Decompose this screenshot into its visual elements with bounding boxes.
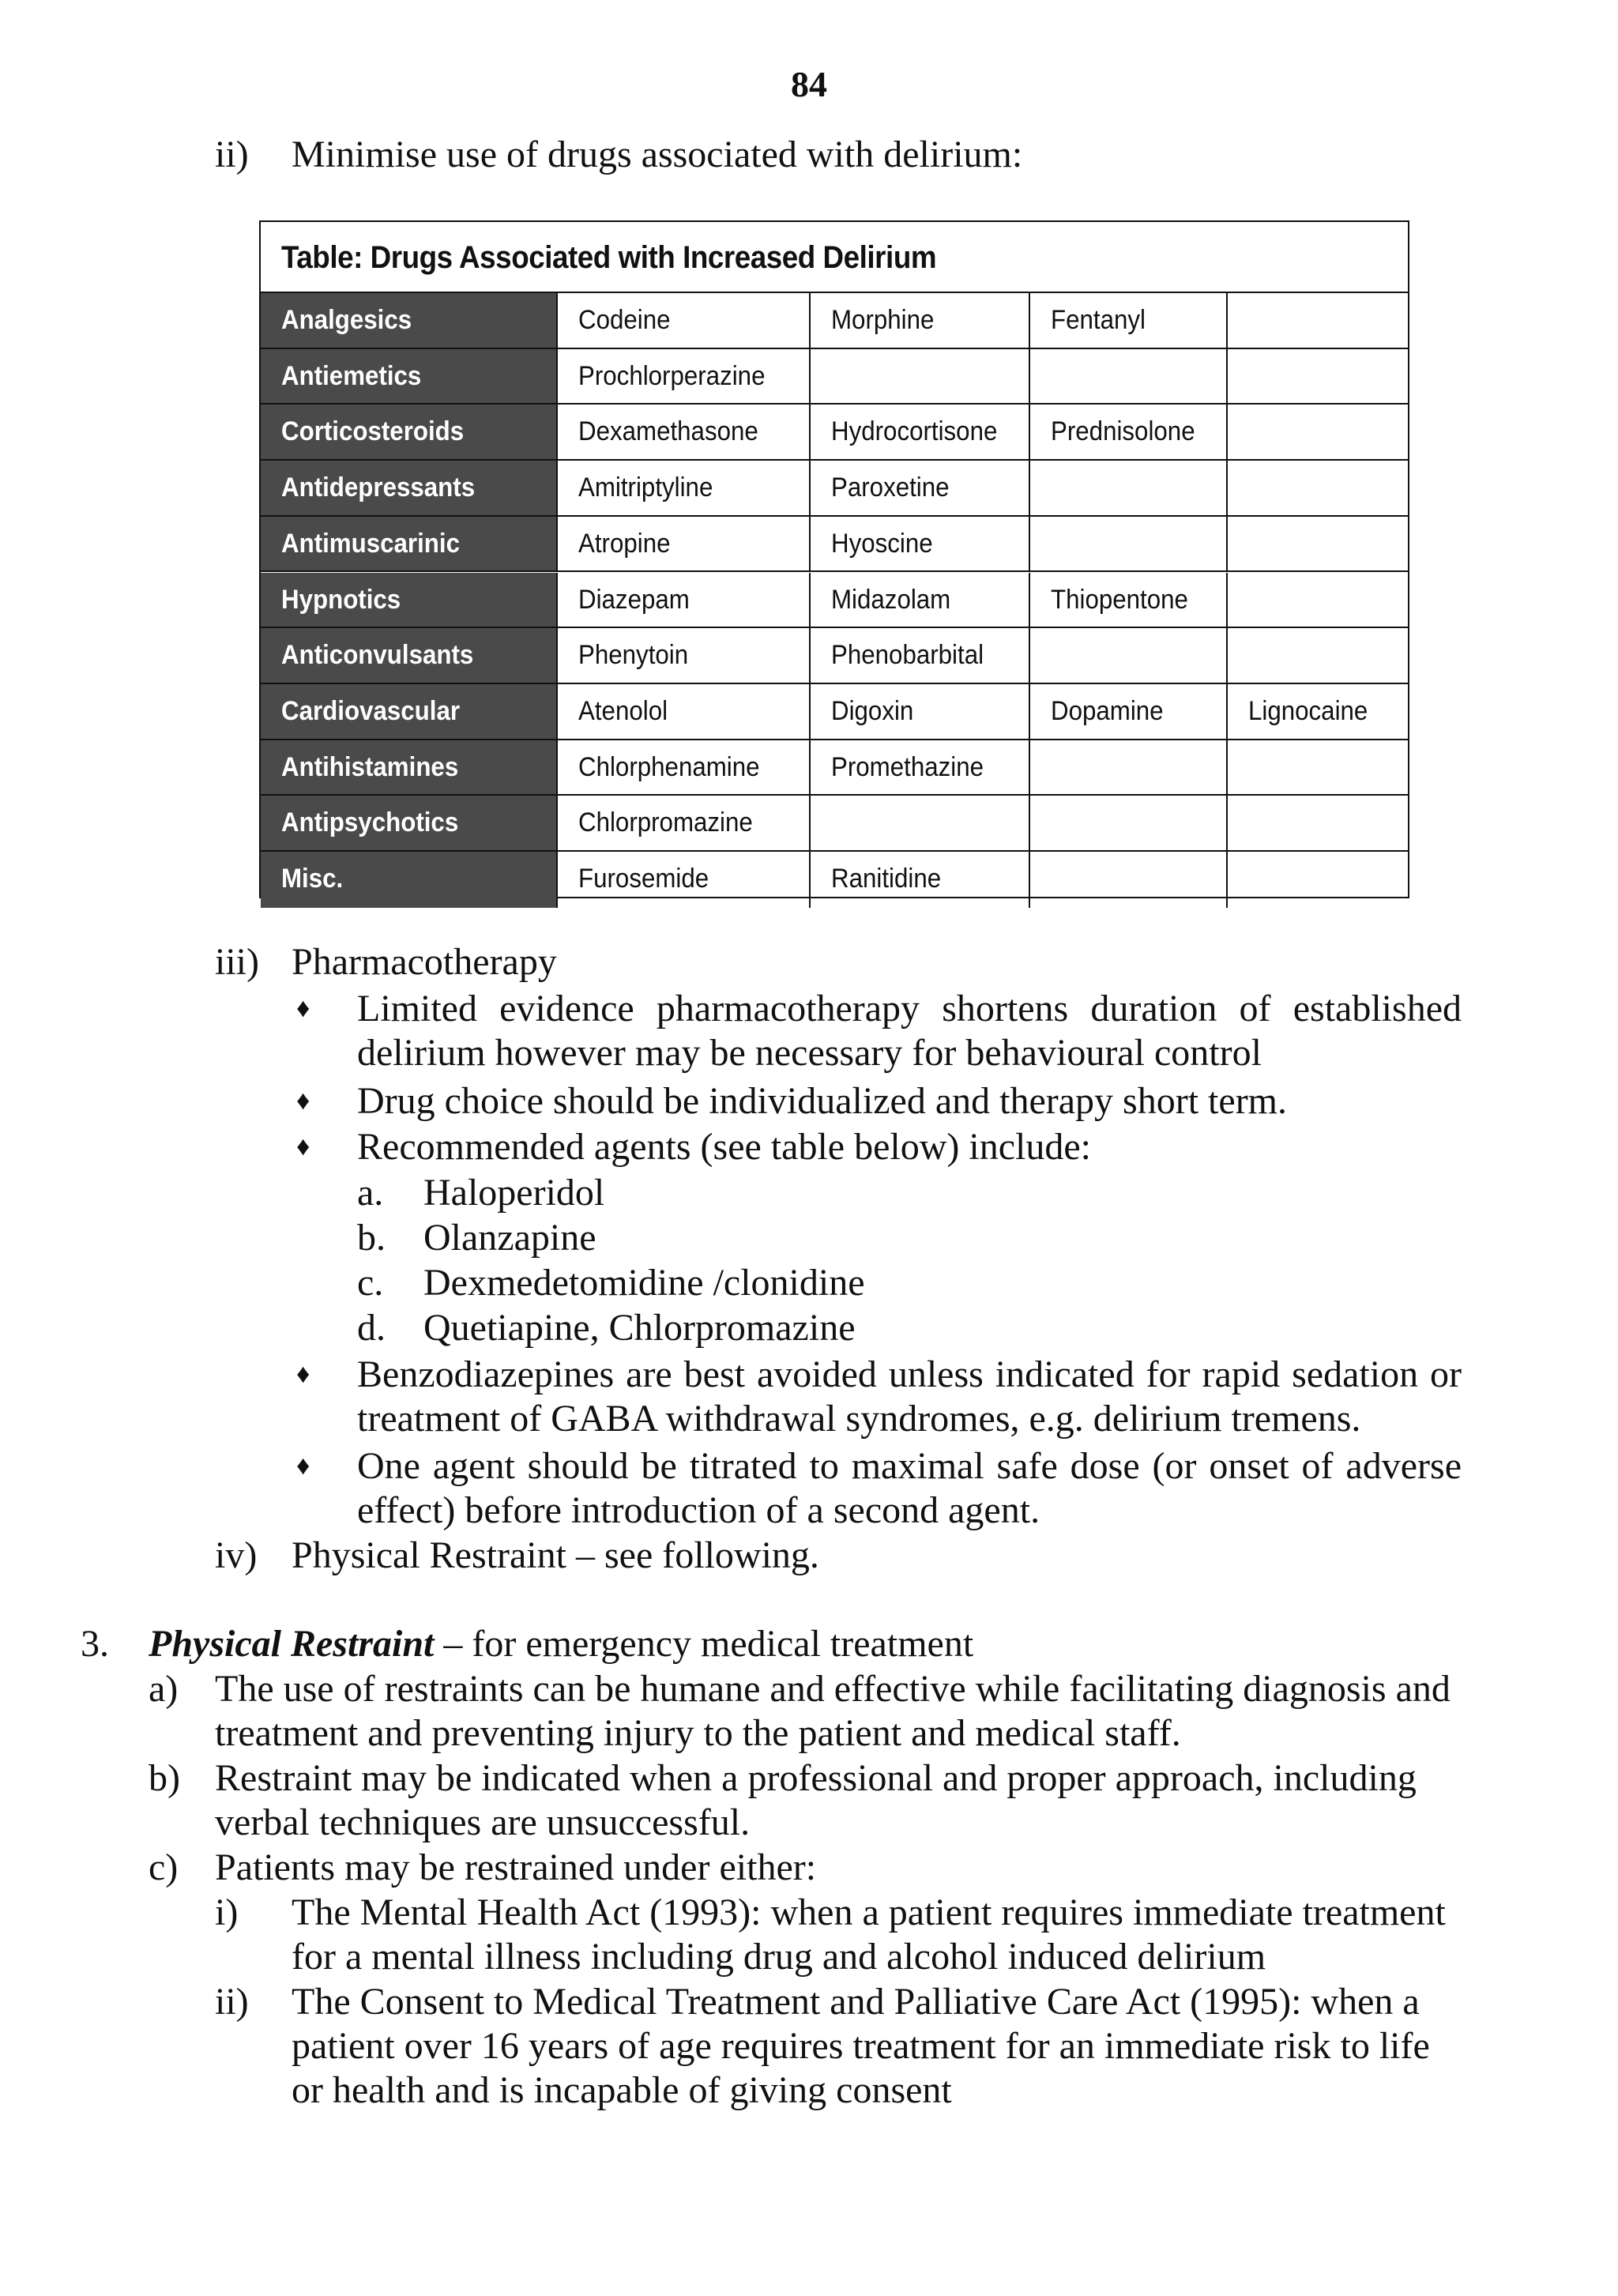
table-drug-cell: Fentanyl [1030,293,1228,348]
table-drug-cell: Phenobarbital [811,628,1030,683]
agent-marker: a. [357,1172,384,1214]
table-category-cell: Antihistamines [261,740,558,795]
item-b-line1: Restraint may be indicated when a professional and proper approach, including [215,1757,1417,1799]
bullet4-line2: treatment of GABA withdrawal syndromes, e.g. delirium tremens. [357,1398,1361,1440]
agent-text: Haloperidol [423,1172,605,1214]
table-row [261,573,1408,629]
item-iii-heading: Pharmacotherapy [292,941,557,983]
table-drug-cell: Furosemide [558,852,811,908]
table-drug-cell: Amitriptyline [558,461,811,515]
item-iv-text: Physical Restraint – see following. [292,1534,819,1576]
table-drug-cell: Phenytoin [558,628,811,683]
agent-marker: c. [357,1262,384,1304]
table-category-cell: Anticonvulsants [261,628,558,683]
table-drug-cell: Ranitidine [811,852,1030,908]
bullet5-line1: One agent should be titrated to maximal safe dose (or onset of adverse [357,1445,1462,1487]
bullet-diamond-icon: ♦ [296,1451,310,1481]
table-row [261,517,1408,573]
table-drug-cell [1228,517,1409,571]
item-cii-line3: or health and is incapable of giving consent [292,2069,952,2111]
item-a-line1: The use of restraints can be humane and effective while facilitating diagnosis and [215,1668,1451,1710]
table-category-cell: Corticosteroids [261,405,558,459]
table-drug-cell: Paroxetine [811,461,1030,515]
bullet2: Drug choice should be individualized and therapy short term. [357,1080,1288,1122]
table-drug-cell [1228,461,1409,515]
table-drug-cell [1030,628,1228,683]
agent-marker: b. [357,1217,386,1259]
item-ci-line1: The Mental Health Act (1993): when a patient requires immediate treatment [292,1891,1446,1933]
bullet-diamond-icon: ♦ [296,1086,310,1116]
table-category-cell: Cardiovascular [261,684,558,739]
table-row [261,684,1408,740]
section3-marker: 3. [81,1623,109,1665]
table-drug-cell [1228,573,1409,627]
table-drug-cell: Diazepam [558,573,811,627]
table-drug-cell [1228,293,1409,348]
table-drug-cell: Prednisolone [1030,405,1228,459]
bullet3: Recommended agents (see table below) include: [357,1126,1091,1168]
table-drug-cell [1030,517,1228,571]
table-drug-cell [1030,461,1228,515]
table-drug-cell [1030,852,1228,908]
table-drug-cell: Chlorphenamine [558,740,811,795]
table-drug-cell: Thiopentone [1030,573,1228,627]
item-c-marker: c) [149,1846,179,1888]
item-c-line1: Patients may be restrained under either: [215,1846,817,1888]
table-drug-cell: Atropine [558,517,811,571]
table-row [261,293,1408,349]
table-drug-cell: Promethazine [811,740,1030,795]
item-iv-marker: iv) [215,1534,258,1576]
table-category-cell: Antiemetics [261,349,558,404]
bullet-diamond-icon: ♦ [296,1132,310,1161]
table-category-cell: Misc. [261,852,558,908]
item-ci-marker: i) [215,1891,239,1933]
table-drug-cell [1228,628,1409,683]
item-cii-line2: patient over 16 years of age requires treatment for an immediate risk to life [292,2025,1430,2067]
table-drug-cell [1228,405,1409,459]
item-a-line2: treatment and preventing injury to the patient and medical staff. [215,1712,1181,1754]
table-title: Table: Drugs Associated with Increased Delirium [261,222,1408,293]
table-drug-cell [1228,796,1409,850]
table-drug-cell: Prochlorperazine [558,349,811,404]
table-drug-cell: Hyoscine [811,517,1030,571]
table-drug-cell [1030,740,1228,795]
table-category-cell: Hypnotics [261,573,558,627]
table-row [261,405,1408,461]
agent-text: Quetiapine, Chlorpromazine [423,1307,856,1349]
table-drug-cell: Dexamethasone [558,405,811,459]
drug-table [259,220,1409,898]
table-drug-cell: Hydrocortisone [811,405,1030,459]
table-row [261,852,1408,908]
table-drug-cell: Chlorpromazine [558,796,811,850]
table-drug-cell: Midazolam [811,573,1030,627]
table-drug-cell [1228,349,1409,404]
item-iii-marker: iii) [215,941,259,983]
table-row [261,740,1408,796]
table-drug-cell: Atenolol [558,684,811,739]
bullet-diamond-icon: ♦ [296,1360,310,1389]
section3-heading [149,1622,973,1666]
agent-text: Dexmedetomidine /clonidine [423,1262,865,1304]
table-drug-cell [1030,796,1228,850]
item-ci-line2: for a mental illness including drug and alcohol induced delirium [292,1936,1266,1978]
item-ii-marker: ii) [215,134,249,175]
section3-title: Physical Restraint [149,1623,435,1665]
table-drug-cell [811,796,1030,850]
item-b-marker: b) [149,1757,180,1799]
item-a-marker: a) [149,1668,179,1710]
table-row [261,796,1408,852]
table-drug-cell: Lignocaine [1248,695,1368,726]
table-category-cell: Analgesics [261,293,558,348]
item-ii-text: Minimise use of drugs associated with delirium: [292,134,1023,175]
table-row [261,349,1408,405]
agent-text: Olanzapine [423,1217,596,1259]
item-b-line2: verbal techniques are unsuccessful. [215,1801,751,1843]
bullet-diamond-icon: ♦ [296,994,310,1023]
table-category-cell: Antidepressants [261,461,558,515]
page-number: 84 [791,64,827,104]
bullet4-line1: Benzodiazepines are best avoided unless indicated for rapid sedation or [357,1353,1462,1395]
item-cii-line1: The Consent to Medical Treatment and Palliative Care Act (1995): when a [292,1981,1420,2023]
section3-title-rest: – for emergency medical treatment [434,1623,974,1665]
table-row [261,628,1408,684]
item-cii-marker: ii) [215,1981,249,2023]
table-drug-cell [811,349,1030,404]
table-drug-cell: Digoxin [811,684,1030,739]
table-category-cell: Antimuscarinic [261,517,558,571]
table-drug-cell: Dopamine [1030,684,1228,739]
table-drug-cell: Codeine [558,293,811,348]
bullet1-line1: Limited evidence pharmacotherapy shortens duration of established [357,988,1462,1029]
table-row [261,461,1408,517]
table-drug-cell [1228,852,1409,908]
table-drug-cell [1030,349,1228,404]
agent-marker: d. [357,1307,386,1349]
bullet1-line2: delirium however may be necessary for behavioural control [357,1032,1262,1074]
table-drug-cell: Morphine [811,293,1030,348]
table-drug-cell [1228,740,1409,795]
bullet5-line2: effect) before introduction of a second agent. [357,1489,1040,1531]
table-category-cell: Antipsychotics [261,796,558,850]
